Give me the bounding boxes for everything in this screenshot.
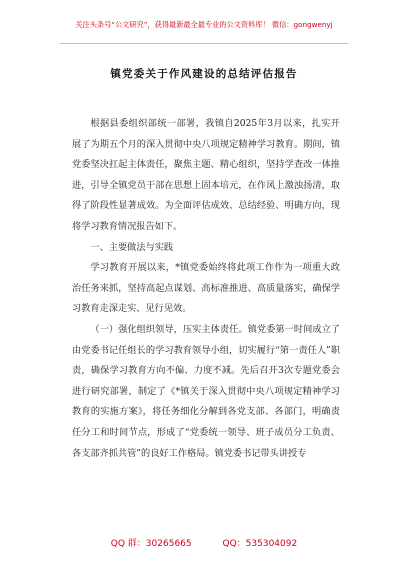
section-heading: 一、主要做法与实践 bbox=[90, 241, 174, 253]
document-title: 镇党委关于作风建设的总结评估报告 bbox=[110, 68, 298, 80]
paragraph-intro: 根据县委组织部统一部署，我镇自2025年3月以来，扎实开展了为期五个月的深入贯彻中央八项规定精神学习教育。期间，镇党委坚决扛起主体责任，聚焦主题、精心组织，坚持学查改一体推进，引导全镇党员干部在思想上固本培元，在作风上激浊扬清，取得了阶段性显著成效。为全面评估成效、总结经验、明确方向，现将学习教育情况报告如下。 bbox=[72, 118, 340, 232]
header-divider bbox=[60, 43, 348, 44]
footer-qq-group: QQ 群：30265665 bbox=[110, 539, 192, 549]
document-body bbox=[72, 114, 340, 464]
footer-qq-contact: QQ：535304092 bbox=[222, 539, 298, 549]
paragraph-leadership: （一）强化组织领导，压实主体责任。镇党委第一时间成立了由党委书记任组长的学习教育领导小组，切实履行“第一责任人”职责，确保学习教育方向不偏、力度不减。先后召开3次专题党委会进行研究部署，制定了《*镇关于深入贯彻中央八项规定精神学习教育的实施方案》，将任务细化分解到各党支部、各部门，明确责任分工和时间节点，形成了“党委统一领导、班子成员分工负责、各支部齐抓共管”的良好工作格局。镇党委书记带头讲授专 bbox=[72, 323, 340, 459]
header-banner: 关注头条号“公文研究”，获得最新最全最专业的公文资料库！ 微信：gongwenyj bbox=[75, 20, 333, 29]
paragraph-overview: 学习教育开展以来，*镇党委始终将此项工作作为一项重大政治任务来抓，坚持高起点谋划、高标准推进、高质量落实，确保学习教育走深走实、见行见效。 bbox=[72, 262, 340, 315]
footer bbox=[0, 536, 408, 549]
